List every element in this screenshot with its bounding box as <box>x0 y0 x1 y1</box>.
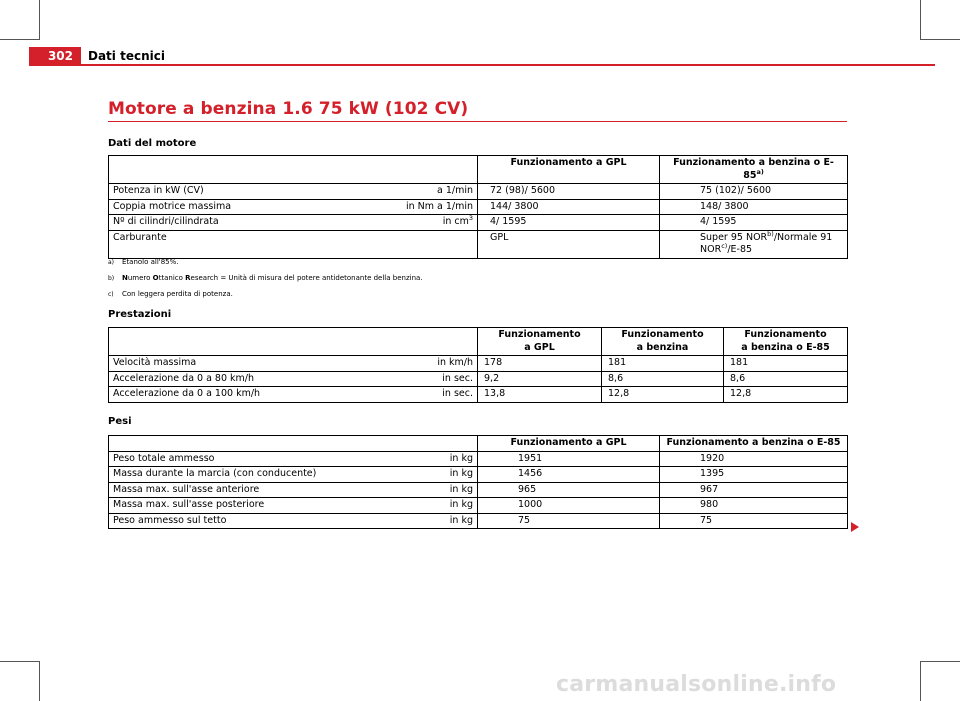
col-header: Funzionamento a benzina o E-85 <box>673 157 834 181</box>
weights-table <box>108 435 848 529</box>
crop-mark <box>39 0 40 40</box>
table-row: Massa max. sull'asse anteriore in kg 965 967 <box>109 482 848 498</box>
footnote: b) Numero Ottanico Research = Unità di misura del potere antidetonante della benzina. <box>108 274 423 282</box>
continue-arrow-icon <box>851 522 859 532</box>
engine-table <box>108 155 848 259</box>
table-row: Coppia motrice massima in Nm a 1/min 144/ 3800 148/ 3800 <box>109 199 848 215</box>
crop-mark <box>920 0 921 40</box>
table-row: Massa durante la marcia (con conducente) in kg 1456 1395 <box>109 467 848 483</box>
crop-mark <box>920 661 960 662</box>
table-row: Carburante GPL Super 95 NOR$^{b)}$/Normale 91 NOR$^{c)}$/E-85 <box>109 230 848 258</box>
performance-heading: Prestazioni <box>108 309 172 320</box>
crop-mark <box>0 661 39 662</box>
watermark: carmanualsonline.info <box>556 672 837 697</box>
table-row: Nº di cilindri/cilindrata in $cm^3$ 4/ 1595 4/ 1595 <box>109 215 848 231</box>
table-row: Massa max. sull'asse posteriore in kg 1000 980 <box>109 498 848 514</box>
header-rule <box>81 64 935 66</box>
page-number: 302 <box>29 47 81 66</box>
title-rule <box>108 121 847 122</box>
footnotes <box>108 258 423 306</box>
table-row: Accelerazione da 0 a 80 km/h in sec. 9,2 8,6 8,6 <box>109 371 848 387</box>
table-row: Peso totale ammesso in kg 1951 1920 <box>109 451 848 467</box>
crop-mark <box>920 39 960 40</box>
footnote-mark: a) <box>756 167 764 176</box>
footnote: c) Con leggera perdita di potenza. <box>108 290 233 298</box>
table-header-row: Funzionamento a GPL Funzionamento a benzina Funzionamento a benzina o E-85 <box>109 328 848 356</box>
section-title: Dati tecnici <box>88 49 165 63</box>
table-row: Velocità massima in km/h 178 181 181 <box>109 356 848 372</box>
table-row: Accelerazione da 0 a 100 km/h in sec. 13,8 12,8 12,8 <box>109 387 848 403</box>
footnote: a) Etanolo all'85%. <box>108 258 179 266</box>
performance-table <box>108 327 848 403</box>
crop-mark <box>39 661 40 701</box>
weights-heading: Pesi <box>108 416 132 427</box>
table-header-row: Funzionamento a GPL Funzionamento a benzina o E-85 <box>109 436 848 452</box>
crop-mark <box>0 39 39 40</box>
table-header-row <box>109 156 848 184</box>
page-header <box>29 47 935 66</box>
table-row: Peso ammesso sul tetto in kg 75 75 <box>109 513 848 529</box>
col-header: Funzionamento a GPL <box>510 157 627 168</box>
engine-heading: Dati del motore <box>108 138 197 149</box>
table-row: Potenza in kW (CV) a 1/min 72 (98)/ 5600 75 (102)/ 5600 <box>109 184 848 200</box>
crop-mark <box>920 661 921 701</box>
page-title: Motore a benzina 1.6 75 kW (102 CV) <box>108 99 469 119</box>
